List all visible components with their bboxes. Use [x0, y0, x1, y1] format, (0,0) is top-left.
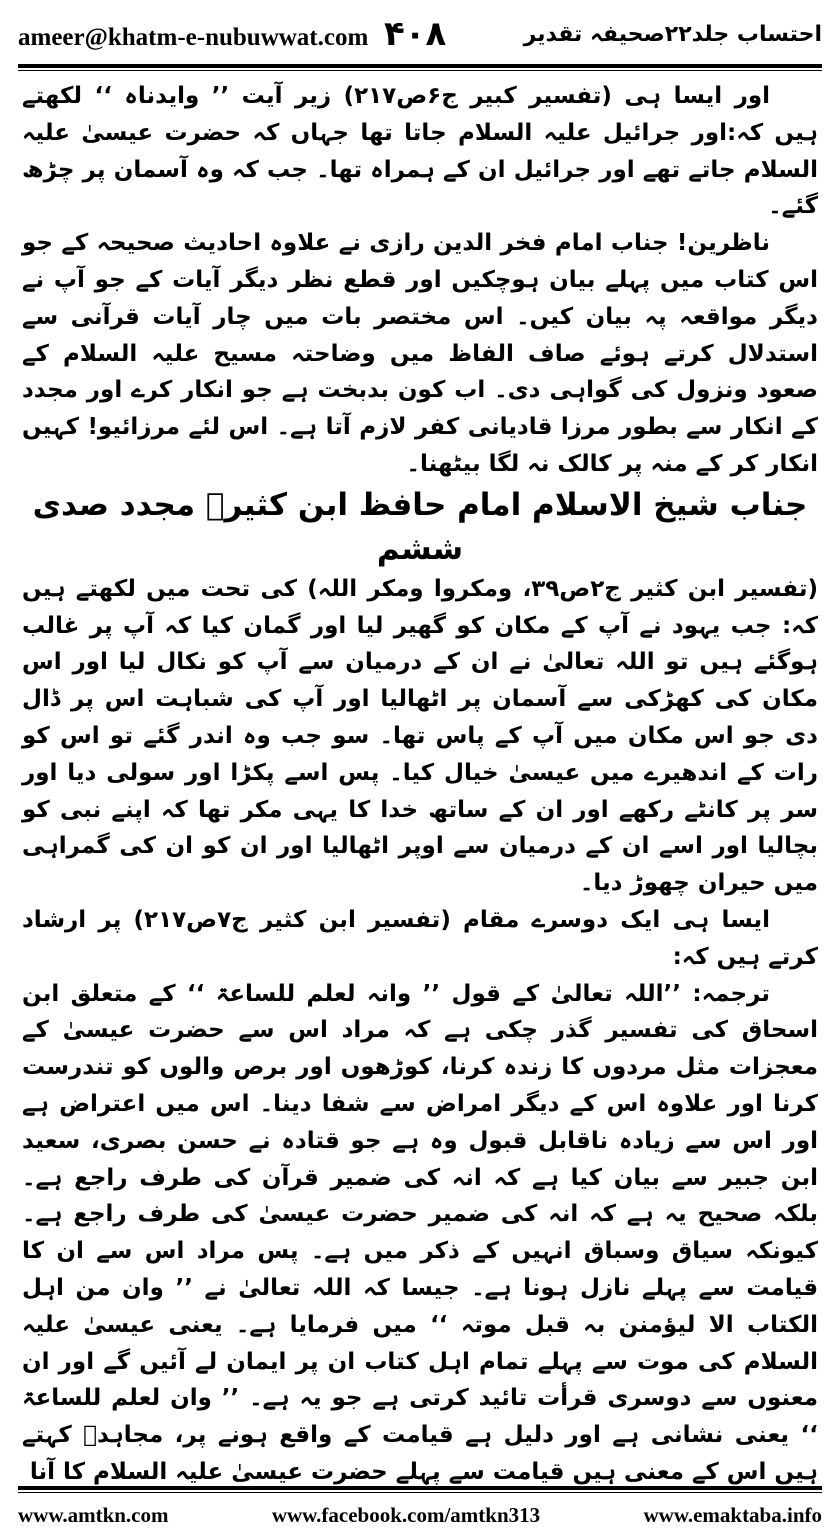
footer-link-amtkn[interactable]: www.amtkn.com [18, 1502, 169, 1527]
footer-rule-thin [18, 1492, 822, 1493]
paragraph-nazireen: ناظرین! جناب امام فخر الدین رازی نے علاوہ احادیث صحیحہ کے جو اس کتاب میں پہلے بیان ہوچکیں اور قطع نظر دیگر آیات کے جو آپ نے دیگر مواقعہ پہ بیان کیں۔ اس مختصر بات میں چار آیات قرآنی سے استدلال کرتے ہوئے صاف الفاظ میں وضاحتہ مسیح علیہ السلام کے صعود ونزول کی گواہی دی۔ اب کون بدبخت ہے جو انکار کرے اور مجدد کے انکار سے بطور مرزا قادیانی کفر لازم آتا ہے۔ اس لئے مرزائیو! کہیں انکار کر کے منہ پر کالک نہ لگا بیٹھنا۔ [22, 230, 818, 477]
paragraph-tafsir-kabir: اور ایسا ہی (تفسیر کبیر ج۶ص۲۱۷) زیر آیت ’’ وایدناہ ‘‘ لکھتے ہیں کہ:اور جرائیل علیہ السلام جاتا تھا جہاں کہ حضرت عیسیٰ علیہ السلام جاتے تھے اور جرائیل ان کے ہمراہ تھا۔ جب کہ وہ آسمان پر چڑھ گئے۔ [22, 83, 818, 220]
paragraph-ibn-kathir: (تفسیر ابن کثیر ج۲ص۳۹، ومکروا ومکر اللہ) کی تحت میں لکھتے ہیں کہ: جب یہود نے آپ کے مکان کو گھیر لیا اور گمان کیا کہ آپ پر غالب ہوگئے ہیں تو اللہ تعالیٰ نے ان کے درمیان سے آپ کو نکال لیا اور اس مکان کی کھڑکی سے آسمان پر اٹھالیا اور آپ کی شباہت اس پر ڈال دی جو اس مکان میں آپ کے پاس تھا۔ سو جب وہ اندر گئے تو اس کو رات کے اندھیرے میں عیسیٰ خیال کیا۔ پس اسے پکڑا اور سولی دیا اور سر پر کانٹے رکھے اور ان کے ساتھ خدا کا یہی مکر تھا کہ اپنے نبی کو بچالیا اور اسے ان کے درمیان سے اوپر اٹھالیا اور ان کو ان کی گمراہی میں حیران چھوڑ دیا۔ [22, 575, 818, 897]
section-heading: جناب شیخ الاسلام امام حافظ ابن کثیرؒ مجدد صدی ششم [32, 486, 808, 567]
page-body [22, 78, 818, 1485]
page-header [18, 14, 822, 62]
paragraph-translation: ترجمہ: ’’اللہ تعالیٰ کے قول ’’ وانہ لعلم للساعۃ ‘‘ کے متعلق ابن اسحاق کی تفسیر گذر چکی ہے کہ مراد اس سے حضرت عیسیٰ کے معجزات مثل مردوں کا زندہ کرنا، کوڑھوں اور برص والوں کو تندرست کرنا اور علاوہ اس کے دیگر امراض سے شفا دینا۔ اس میں اعتراض ہے اور اس سے زیادہ ناقابل قبول وہ ہے جو قتادہ نے حسن بصری، سعید ابن جبیر سے بیان کیا ہے کہ انہ کی ضمیر قرآن کی طرف راجع ہے۔ بلکہ صحیح یہ ہے کہ انہ کی ضمیر حضرت عیسیٰ کی طرف راجع ہے۔ کیونکہ سیاق وسباق انہیں کے ذکر میں ہے۔ پس مراد اس سے ان کا قیامت سے پہلے نازل ہونا ہے۔ جیسا کہ اللہ تعالیٰ نے ’’ وان من اہل الکتاب الا لیؤمنن بہ قبل موتہ ‘‘ میں فرمایا ہے۔ یعنی عیسیٰ علیہ السلام کی موت سے پہلے تمام اہل کتاب ان پر ایمان لے آئیں گے اور ان معنوں سے دوسری قرأت تائید کرتی ہے جو یہ ہے۔ ’’ وان لعلم للساعۃ ‘‘ یعنی نشانی ہے اور دلیل ہے قیامت کے واقع ہونے پر، مجاہدؒ کہتے ہیں اس کے معنی ہیں قیامت سے پہلے حضرت عیسیٰ علیہ السلام کا آنا [22, 980, 818, 1485]
footer-rule-thick [18, 1486, 822, 1490]
book-title: احتساب جلد۲۲صحیفہ تقدیر [523, 22, 822, 47]
header-email[interactable]: ameer@khatm-e-nubuwwat.com [18, 24, 369, 51]
paragraph-another-place: ایسا ہی ایک دوسرے مقام (تفسیر ابن کثیر ج۷ص۲۱۷) پر ارشاد کرتے ہیں کہ: [22, 906, 818, 970]
footer-link-facebook[interactable]: www.facebook.com/amtkn313 [271, 1502, 541, 1527]
header-rule-thick [18, 64, 822, 68]
footer-link-emaktaba[interactable]: www.emaktaba.info [643, 1502, 822, 1527]
page-number: ۴۰۸ [384, 14, 447, 54]
page-footer [18, 1496, 822, 1534]
header-rule-thin [18, 70, 822, 71]
